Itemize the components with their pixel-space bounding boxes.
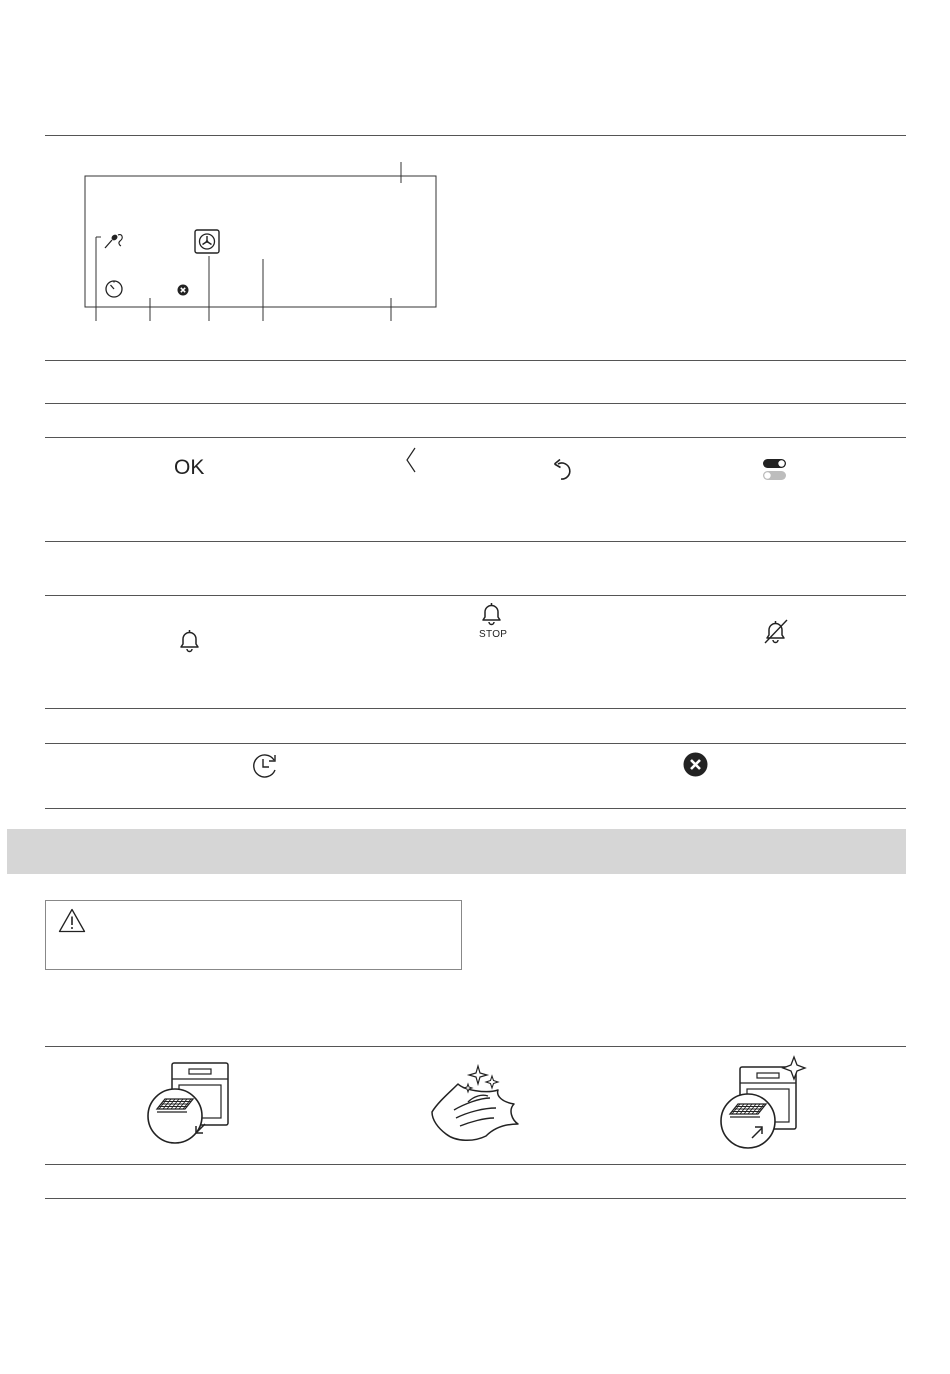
divider [45,1046,906,1047]
divider [45,808,906,809]
ok-button-icon[interactable]: OK [174,456,205,479]
timer-icon [104,279,124,299]
section-header-band [7,829,906,874]
oven-remove-shelf-icon [145,1060,235,1146]
divider [45,743,906,744]
divider [45,437,906,438]
divider [45,1198,906,1199]
cancel-small-icon [177,284,189,296]
bell-icon[interactable] [177,628,202,653]
bell-stop-icon[interactable] [479,602,504,626]
wipe-clean-hand-icon [428,1064,520,1144]
fan-mode-icon [194,229,220,254]
bell-stop-label: STOP [479,629,508,640]
toggle-switch-icon[interactable] [762,458,788,482]
warning-triangle-icon [58,908,86,933]
divider [45,595,906,596]
divider [45,541,906,542]
clock-refresh-icon[interactable] [250,752,280,780]
core-temperature-sensor-icon [103,232,125,250]
undo-icon[interactable] [553,458,575,482]
divider [45,1164,906,1165]
divider [45,360,906,361]
divider [45,708,906,709]
cancel-circle-icon[interactable] [683,752,708,777]
back-arrow-icon[interactable] [405,447,417,473]
warning-box [45,900,462,970]
divider [45,403,906,404]
bell-mute-icon[interactable] [762,618,789,645]
display-frame [0,0,950,340]
oven-insert-shelf-icon [718,1056,808,1150]
